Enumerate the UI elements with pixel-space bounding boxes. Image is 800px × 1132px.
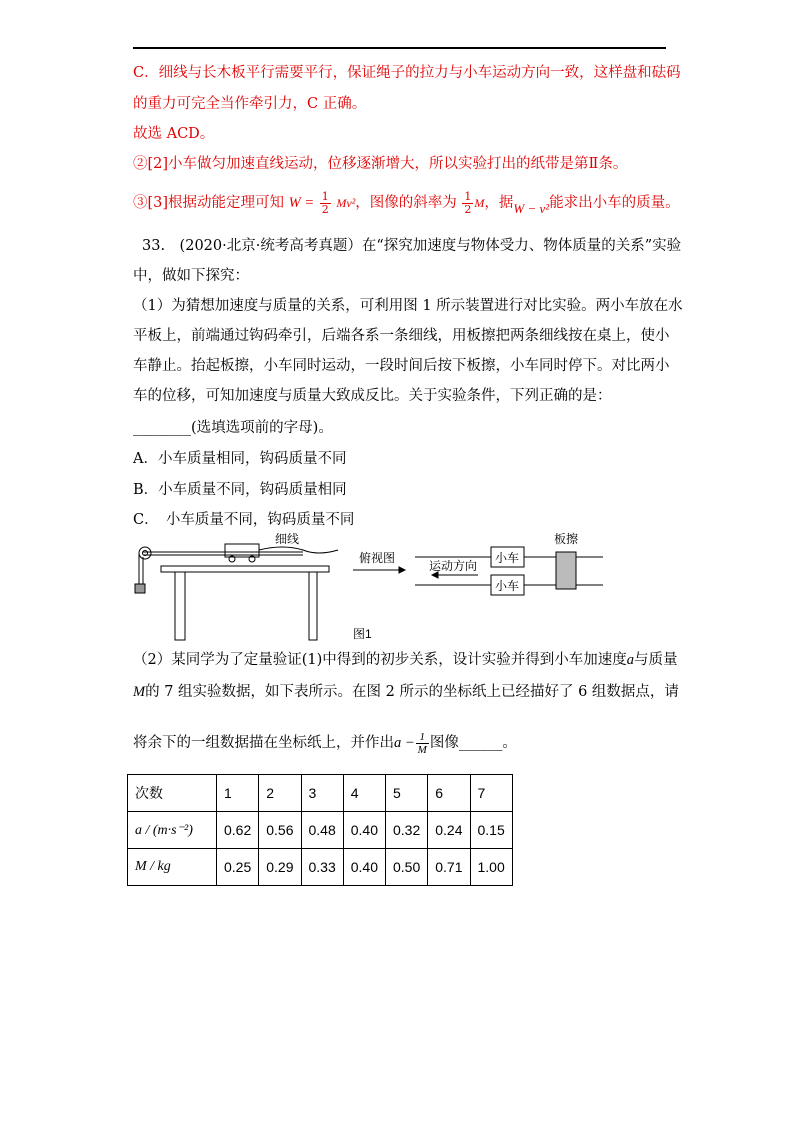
table-row-header bbox=[128, 775, 513, 812]
part2-line1-pre: （2）某同学为了定量验证(1)中得到的初步关系，设计实验并得到小车加速度 bbox=[133, 652, 627, 668]
m-value: 0.50 bbox=[386, 849, 428, 886]
a-value: 0.32 bbox=[386, 812, 428, 849]
thin-line-label: 细线 bbox=[275, 532, 300, 546]
var-a: a bbox=[626, 652, 635, 668]
table-row-mass bbox=[128, 849, 513, 886]
m-value: 0.71 bbox=[428, 849, 470, 886]
part1-line1: （1）为猜想加速度与质量的关系，可利用图 1 所示装置进行对比实验。两小车放在水 bbox=[133, 298, 683, 314]
table-header-label: 次数 bbox=[128, 775, 217, 812]
var-M: M bbox=[133, 684, 146, 700]
graph-w-v2: W − v² bbox=[513, 201, 550, 216]
data-table bbox=[127, 774, 513, 886]
part2-line2 bbox=[133, 682, 679, 702]
m-value: 0.40 bbox=[343, 849, 385, 886]
solution-option-c-line2: 的重力可完全当作牵引力，C 正确。 bbox=[133, 96, 367, 112]
formula-w-lhs: W = bbox=[288, 195, 315, 211]
trial-7: 7 bbox=[470, 775, 512, 812]
table-row-acceleration bbox=[128, 812, 513, 849]
part2-line3-pre: 将余下的一组数据描在坐标纸上，并作出 bbox=[133, 735, 394, 751]
part2-line3-post: 图像______。 bbox=[429, 735, 517, 751]
trial-3: 3 bbox=[301, 775, 343, 812]
figure-1 bbox=[133, 530, 603, 650]
option-c: C． 小车质量不同，钩码质量不同 bbox=[133, 512, 355, 528]
solution-answer: 故选 ACD。 bbox=[133, 126, 215, 142]
graph-a-minus: a − bbox=[394, 735, 415, 751]
figure-caption: 图1 bbox=[353, 627, 372, 641]
trial-6: 6 bbox=[428, 775, 470, 812]
cart-label-2: 小车 bbox=[495, 579, 520, 593]
inverse-m-fraction: $\frac{1}{M}$ bbox=[417, 730, 427, 756]
option-a: A．小车质量相同，钩码质量不同 bbox=[133, 451, 347, 467]
m-value: 0.33 bbox=[301, 849, 343, 886]
part2-line1-post: 与质量 bbox=[634, 652, 678, 668]
motion-direction-label: 运动方向 bbox=[429, 559, 478, 573]
acceleration-label: a / (m·s⁻²) bbox=[128, 812, 217, 849]
solution-part3-mid2: ，据 bbox=[484, 195, 514, 211]
part2-line2-text: 的 7 组实验数据，如下表所示。在图 2 所示的坐标纸上已经描好了 6 组数据点，请 bbox=[145, 684, 679, 700]
formula-half-fraction: $\frac{1}{2}$ bbox=[321, 189, 329, 216]
option-b: B．小车质量不同，钩码质量相同 bbox=[133, 482, 347, 498]
eraser-label: 板擦 bbox=[554, 532, 579, 546]
part1-line3: 车静止。抬起板擦，小车同时运动，一段时间后按下板擦，小车同时停下。对比两小 bbox=[133, 358, 670, 374]
solution-option-c-line1: C．细线与长木板平行需要平行，保证绳子的拉力与小车运动方向一致，这样盘和砝码 bbox=[133, 65, 681, 81]
top-rule bbox=[133, 47, 666, 49]
solution-part3-pre: ③[3]根据动能定理可知 bbox=[133, 195, 285, 211]
trial-2: 2 bbox=[259, 775, 301, 812]
a-value: 0.24 bbox=[428, 812, 470, 849]
a-value: 0.56 bbox=[259, 812, 301, 849]
a-value: 0.48 bbox=[301, 812, 343, 849]
part1-blank: ________(选填选项前的字母)。 bbox=[133, 420, 333, 436]
solution-part2: ②[2]小车做匀加速直线运动，位移逐渐增大，所以实验打出的纸带是第Ⅱ条。 bbox=[133, 156, 628, 172]
solution-part3-mid: ，图像的斜率为 bbox=[355, 195, 457, 211]
trial-1: 1 bbox=[217, 775, 259, 812]
a-value: 0.62 bbox=[217, 812, 259, 849]
m-value: 1.00 bbox=[470, 849, 512, 886]
m-value: 0.29 bbox=[259, 849, 301, 886]
slope-fraction: $\frac{1}{2}$ bbox=[464, 189, 472, 216]
part2-line3 bbox=[133, 726, 517, 760]
part1-line4: 车的位移，可知加速度与质量大致成反比。关于实验条件，下列正确的是： bbox=[133, 388, 612, 404]
top-view-label: 俯视图 bbox=[359, 551, 396, 565]
a-value: 0.40 bbox=[343, 812, 385, 849]
trial-4: 4 bbox=[343, 775, 385, 812]
trial-5: 5 bbox=[386, 775, 428, 812]
question-intro-line2: 中，做如下探究： bbox=[133, 268, 249, 284]
top-view-arrow bbox=[353, 567, 405, 573]
slope-var-m: M bbox=[474, 196, 485, 210]
question-intro-line1: 33. (2020·北京·统考高考真题）在“探究加速度与物体受力、物体质量的关系”实验 bbox=[142, 238, 682, 254]
cart-label-1: 小车 bbox=[495, 551, 520, 565]
a-value: 0.15 bbox=[470, 812, 512, 849]
solution-part3-post: 能求出小车的质量。 bbox=[549, 195, 680, 211]
mass-label: M / kg bbox=[128, 849, 217, 886]
part2-line1 bbox=[133, 650, 678, 670]
table-apparatus bbox=[135, 544, 338, 640]
formula-mv2: Mv² bbox=[336, 196, 356, 210]
part1-line2: 平板上，前端通过钩码牵引，后端各系一条细线，用板擦把两条细线按在桌上，使小 bbox=[133, 328, 670, 344]
m-value: 0.25 bbox=[217, 849, 259, 886]
solution-part3 bbox=[133, 188, 680, 224]
